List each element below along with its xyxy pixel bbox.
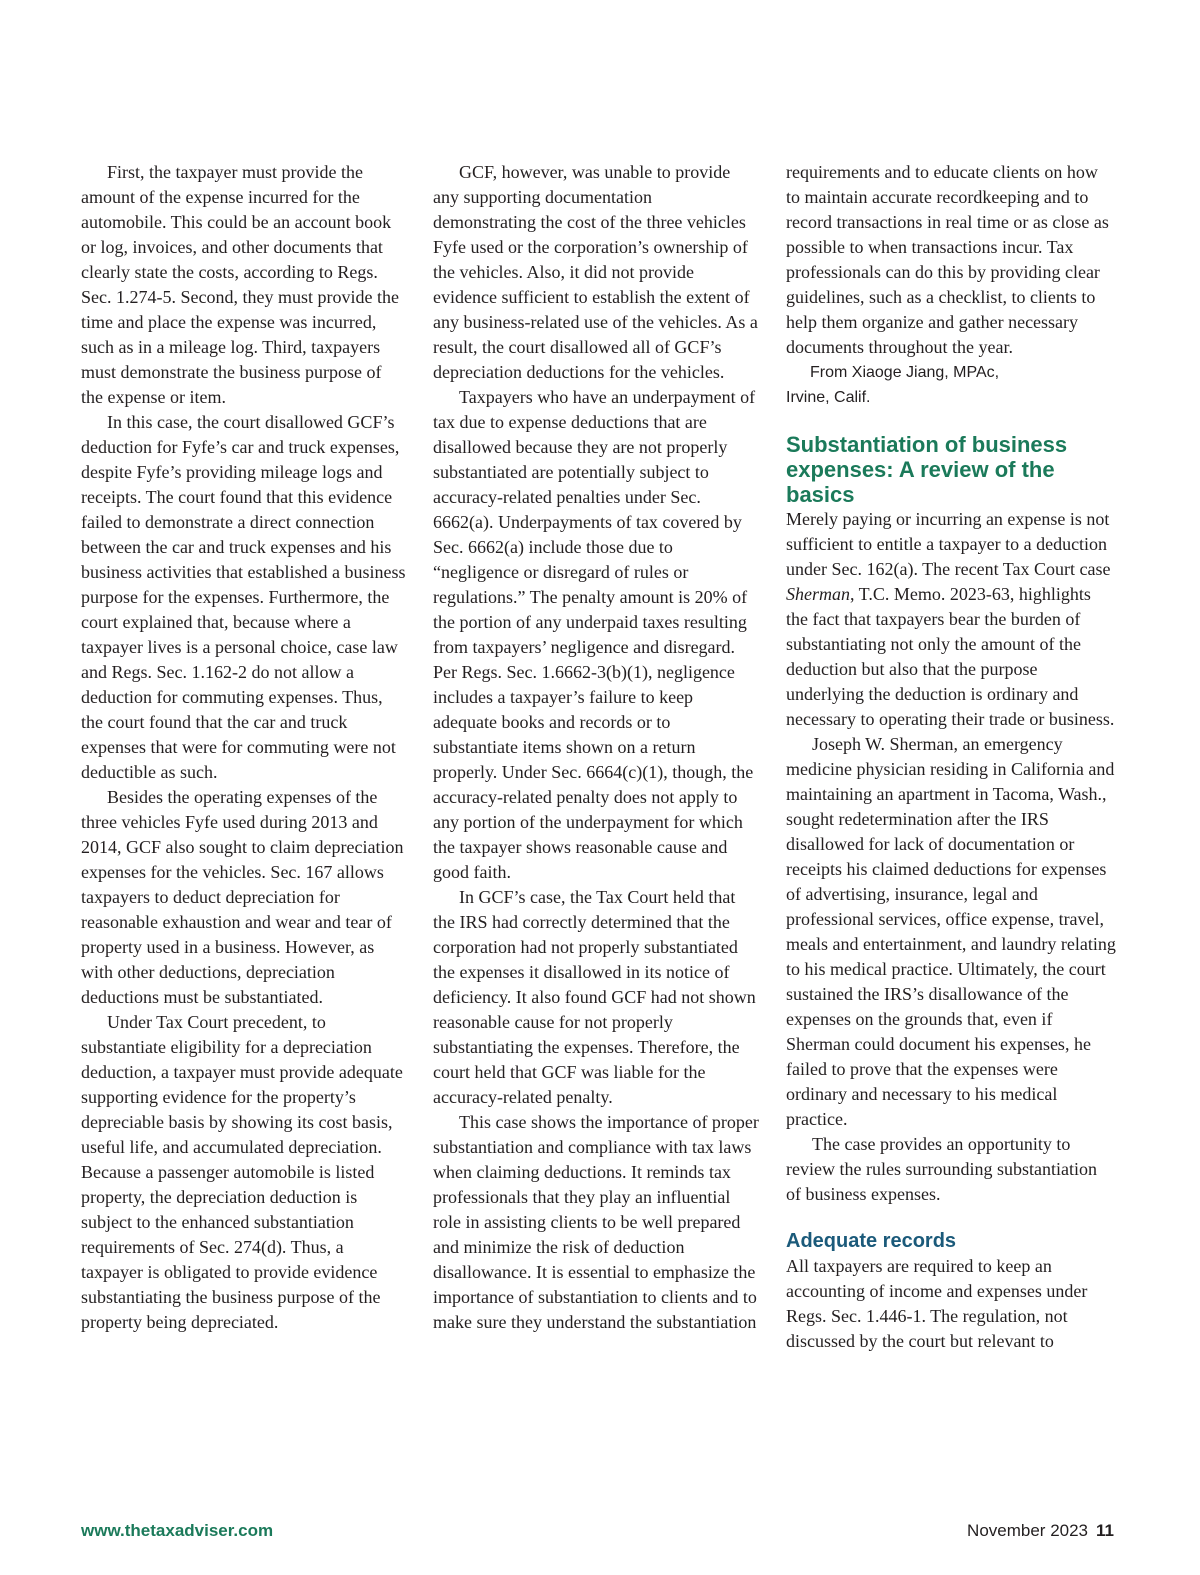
- body-paragraph: Under Tax Court precedent, to substantiate eligibility for a depreciation deduction, a taxpayer must provide adequate supporting evidence for the property’s depreciable basis by showing its cost basis, useful life, and accumulated depreciation. Because a passenger automobile is listed property, the depreciation deduction is subject to the enhanced substantiation requirements of Sec. 274(d). Thus, a taxpayer is obligated to provide evidence substantiating the business purpose of the property being depreciated.: [81, 1012, 403, 1332]
- column-1: [81, 160, 407, 1335]
- column-3: [786, 160, 1116, 1354]
- byline-place: Irvine, Calif.: [786, 389, 871, 406]
- body-paragraph: This case shows the importance of proper substantiation and compliance with tax laws when claiming deductions. It reminds tax professionals that they play an influential role in assisting clients to be well prepared and minimize the risk of deduction disallowance. It is essential to emphasize the importance of substantiation to clients and to make sure they understand the substantiation: [433, 1112, 759, 1332]
- text-run: Merely paying or incurring an expense is not sufficient to entitle a taxpayer to a deduction under Sec. 162(a). The recent Tax Court case: [786, 509, 1111, 579]
- footer-issue: [967, 1521, 1114, 1541]
- text-run: , T.C. Memo. 2023-63, highlights the fact that taxpayers bear the burden of substantiating not only the amount of the deduction but also that the purpose underlying the deduction is ordinary and necessary to operating their trade or business.: [786, 584, 1115, 729]
- byline-name: From Xiaoge Jiang, MPAc,: [810, 364, 1000, 381]
- body-paragraph: Besides the operating expenses of the three vehicles Fyfe used during 2013 and 2014, GCF also sought to claim depreciation expenses for the vehicles. Sec. 167 allows taxpayers to deduct depreciation for reasonable exhaustion and wear and tear of property used in a business. However, as with other deductions, depreciation deductions must be substantiated.: [81, 787, 404, 1007]
- author-byline: [786, 360, 1116, 410]
- body-paragraph: All taxpayers are required to keep an accounting of income and expenses under Regs. Sec. 1.446-1. The regulation, not discussed by the court but relevant to: [786, 1256, 1088, 1351]
- subsection-heading: Adequate records: [786, 1230, 957, 1252]
- issue-date: November 2023: [967, 1521, 1089, 1540]
- body-paragraph: In this case, the court disallowed GCF’s deduction for Fyfe’s car and truck expenses, despite Fyfe’s providing mileage logs and receipts. The court found that this evidence failed to demonstrate a direct connection between the car and truck expenses and his business activities that established a business purpose for the expenses. Furthermore, the court explained that, because where a taxpayer lives is a personal choice, case law and Regs. Sec. 1.162-2 do not allow a deduction for commuting expenses. Thus, the court found that the car and truck expenses that were for commuting were not deductible as such.: [81, 412, 406, 782]
- body-paragraph: [786, 507, 1116, 732]
- body-paragraph: In GCF’s case, the Tax Court held that the IRS had correctly determined that the corporation had not properly substantiated the expenses it disallowed in its notice of deficiency. It also found GCF had not shown reasonable cause for not properly substantiating the expenses. Therefore, the court held that GCF was liable for the accuracy-related penalty.: [433, 887, 756, 1107]
- section-heading: Substantiation of business expenses: A review of the basics: [786, 432, 1068, 507]
- continued-paragraph: requirements and to educate clients on how to maintain accurate recordkeeping and to record transactions in real time or as close as possible to when transactions incur. Tax professionals can do this by providing clear guidelines, such as a checklist, to clients to help them organize and gather necessary documents throughout the year.: [786, 162, 1109, 357]
- body-paragraph: GCF, however, was unable to provide any supporting documentation demonstrating the cost of the three vehicles Fyfe used or the corporation’s ownership of the vehicles. Also, it did not provide evidence sufficient to establish the extent of any business-related use of the vehicles. As a result, the court disallowed all of GCF’s depreciation deductions for the vehicles.: [433, 162, 758, 382]
- footer-website-link[interactable]: www.thetaxadviser.com: [81, 1521, 274, 1540]
- body-paragraph: Taxpayers who have an underpayment of tax due to expense deductions that are disallowed because they are not properly substantiated are potentially subject to accuracy-related penalties under Sec. 6662(a). Underpayments of tax covered by Sec. 6662(a) include those due to “negligence or disregard of rules or regulations.” The penalty amount is 20% of the portion of any underpaid taxes resulting from taxpayers’ negligence and disregard. Per Regs. Sec. 1.6662-3(b)(1), negligence includes a taxpayer’s failure to keep adequate books and records or to substantiate items shown on a return properly. Under Sec. 6664(c)(1), though, the accuracy-related penalty does not apply to any portion of the underpayment for which the taxpayer shows reasonable cause and good faith.: [433, 387, 756, 882]
- case-name: Sherman: [786, 584, 850, 604]
- body-paragraph: The case provides an opportunity to review the rules surrounding substantiation of business expenses.: [786, 1134, 1097, 1204]
- body-paragraph: Joseph W. Sherman, an emergency medicine physician residing in California and maintaining an apartment in Tacoma, Wash., sought redetermination after the IRS disallowed for lack of documentation or receipts his claimed deductions for expenses of advertising, insurance, legal and professional services, office expense, travel, meals and entertainment, and laundry relating to his medical practice. Ultimately, the court sustained the IRS’s disallowance of the expenses on the grounds that, even if Sherman could document his expenses, he failed to prove that the expenses were ordinary and necessary to his medical practice.: [786, 734, 1116, 1129]
- body-paragraph: First, the taxpayer must provide the amount of the expense incurred for the automobile. This could be an account book or log, invoices, and other documents that clearly state the costs, according to Regs. Sec. 1.274-5. Second, they must provide the time and place the expense was incurred, such as in a mileage log. Third, taxpayers must demonstrate the business purpose of the expense or item.: [81, 162, 399, 407]
- column-2: [433, 160, 759, 1335]
- page-number: 11: [1096, 1521, 1114, 1540]
